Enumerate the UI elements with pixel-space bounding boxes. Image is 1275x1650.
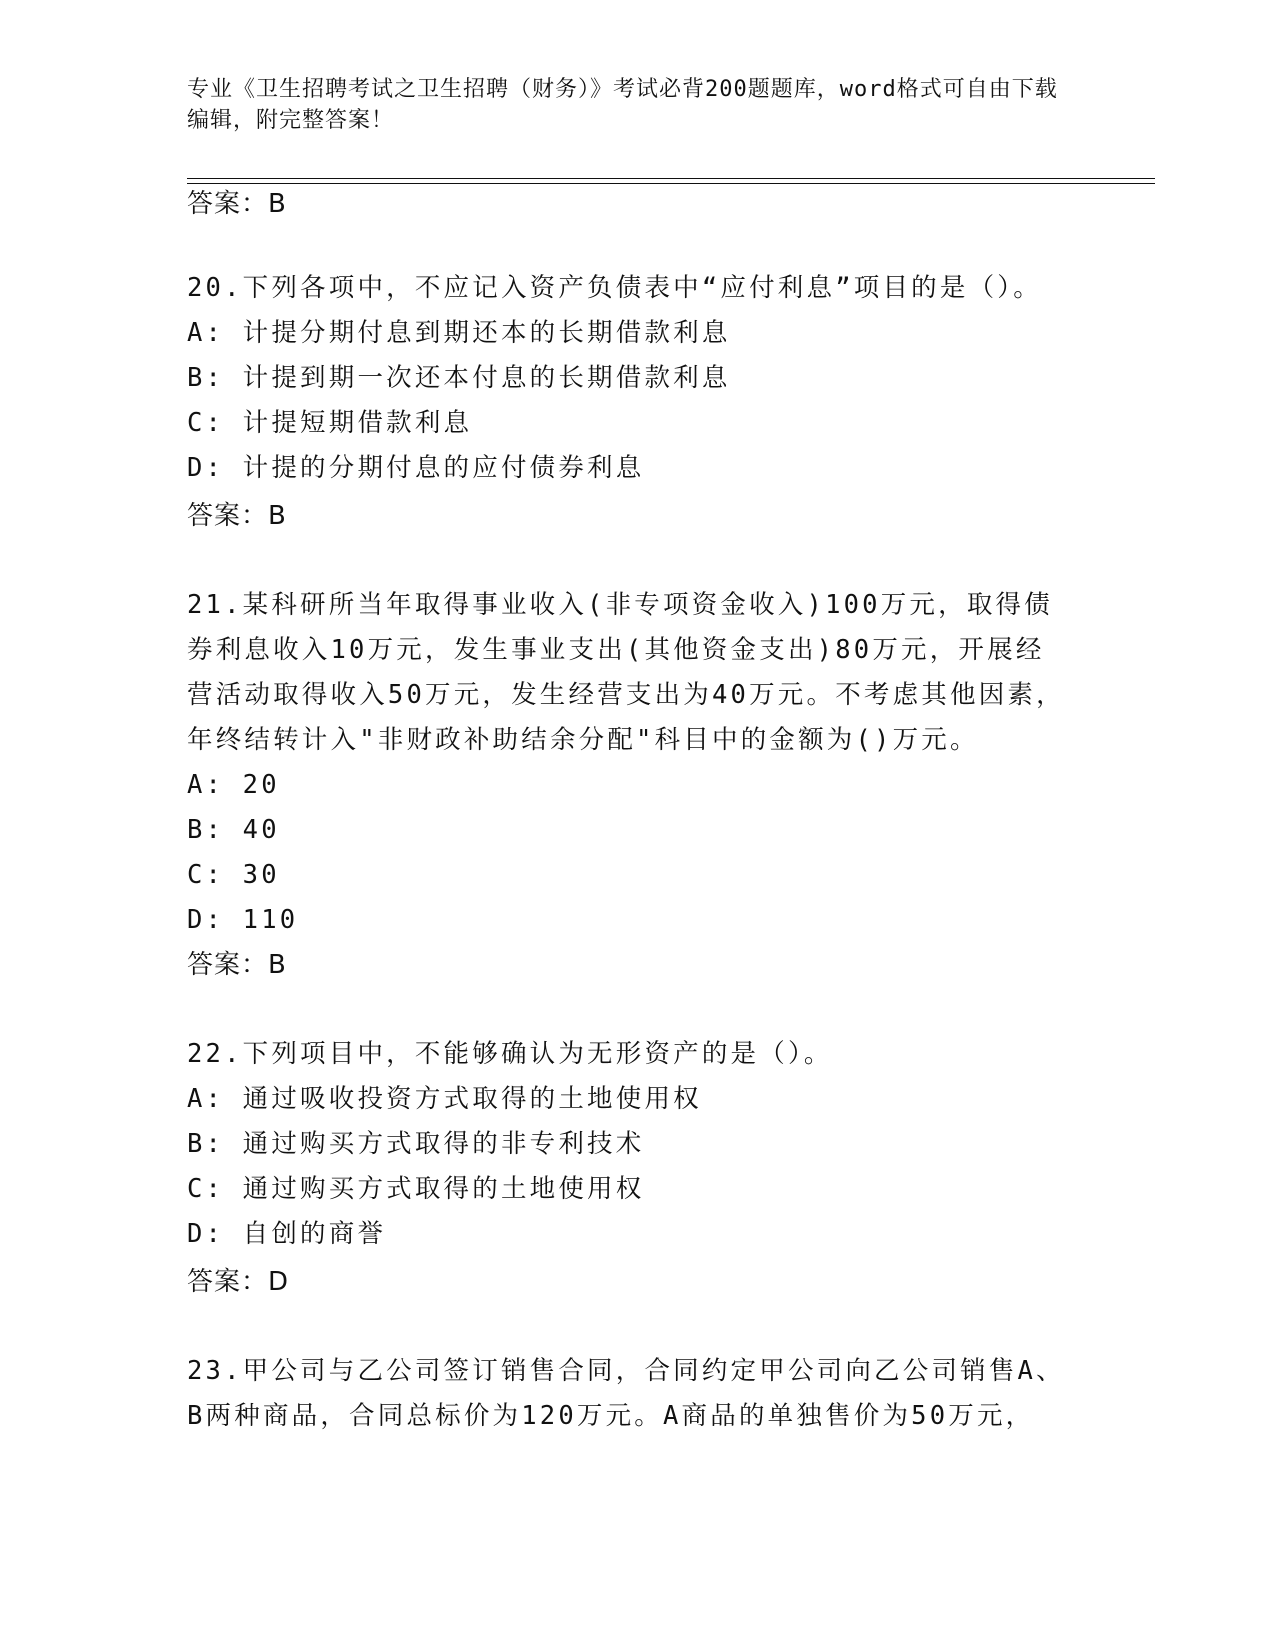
question-21 — [187, 583, 1087, 943]
option-a: A: 计提分期付息到期还本的长期借款利息 — [187, 318, 731, 348]
option-a: A: 20 — [187, 770, 280, 800]
option-d: D: 110 — [187, 905, 299, 935]
document-header: 专业《卫生招聘考试之卫生招聘（财务）》考试必背200题题库，word格式可自由下载编辑，附完整答案！ — [187, 77, 1058, 133]
question-22 — [187, 1032, 1087, 1257]
question-stem: 23.甲公司与乙公司签订销售合同，合同约定甲公司向乙公司销售A、B两种商品，合同总标价为120万元。A商品的单独售价为50万元， — [187, 1356, 1065, 1431]
question-23 — [187, 1349, 1087, 1439]
option-d: D: 计提的分期付息的应付债券利息 — [187, 453, 645, 483]
option-a: A: 通过吸收投资方式取得的土地使用权 — [187, 1084, 702, 1114]
question-20 — [187, 266, 1087, 491]
option-c: C: 计提短期借款利息 — [187, 408, 473, 438]
answer-line: 答案：B — [187, 189, 287, 219]
answer-line: 答案：B — [187, 950, 287, 980]
question-stem: 22.下列项目中，不能够确认为无形资产的是（）。 — [187, 1039, 833, 1069]
answer-line: 答案：D — [187, 1267, 290, 1297]
header-rule-top — [187, 178, 1155, 179]
option-c: C: 通过购买方式取得的土地使用权 — [187, 1174, 645, 1204]
option-b: B: 计提到期一次还本付息的长期借款利息 — [187, 363, 731, 393]
answer-line: 答案：B — [187, 501, 287, 531]
question-stem: 20.下列各项中，不应记入资产负债表中“应付利息”项目的是（）。 — [187, 273, 1042, 303]
option-b: B: 通过购买方式取得的非专利技术 — [187, 1129, 645, 1159]
option-d: D: 自创的商誉 — [187, 1219, 387, 1249]
option-b: B: 40 — [187, 815, 280, 845]
question-stem: 21.某科研所当年取得事业收入(非专项资金收入)100万元，取得债券利息收入10万元，发生事业支出(其他资金支出)80万元，开展经营活动取得收入50万元，发生经营支出为40万元。不考虑其他因素，年终结转计入"非财政补助结余分配"科目中的金额为()万元。 — [187, 590, 1065, 755]
option-c: C: 30 — [187, 860, 280, 890]
header-rule-bottom — [187, 183, 1155, 184]
